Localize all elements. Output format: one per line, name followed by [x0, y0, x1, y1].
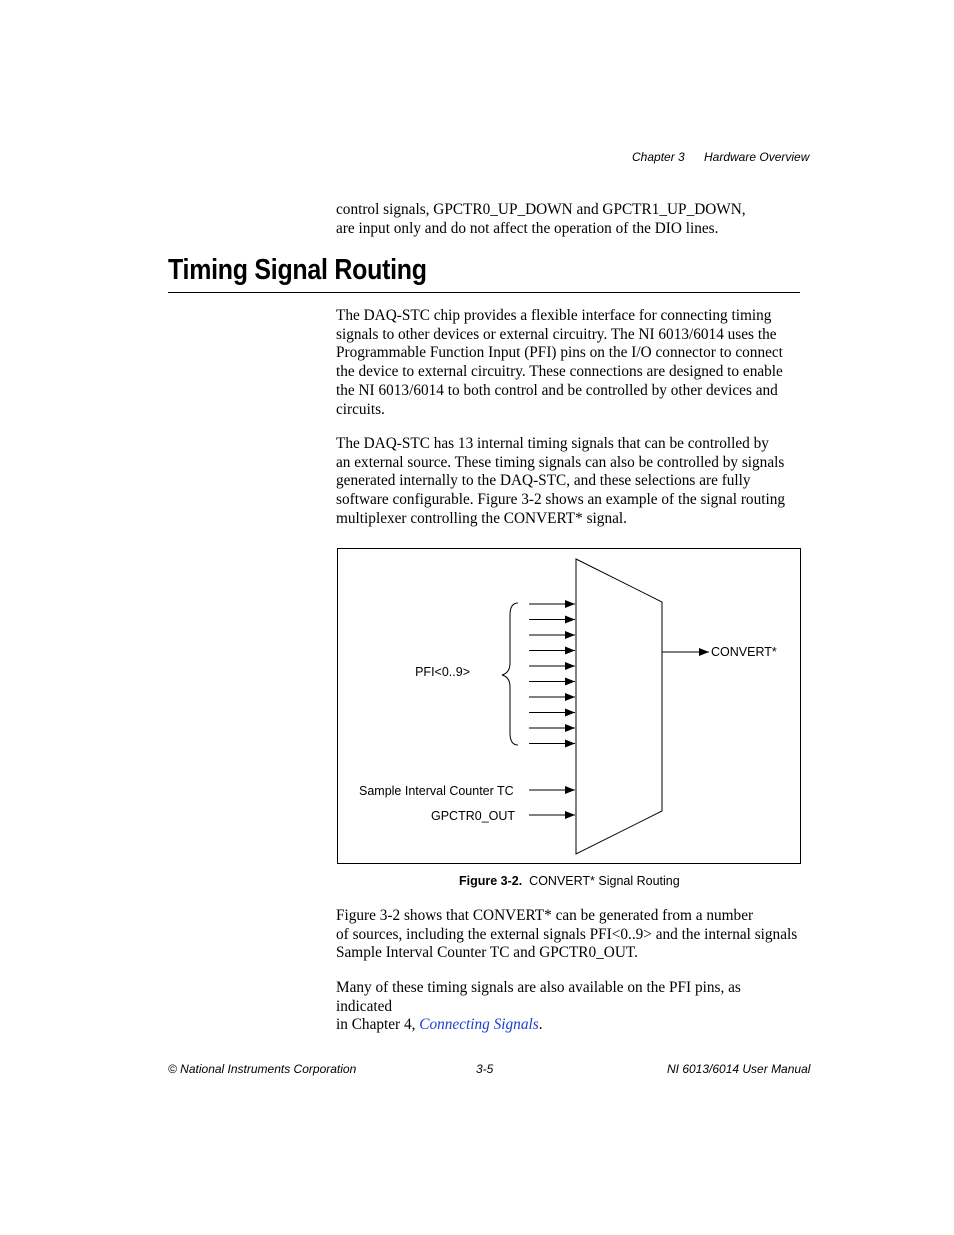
paragraph-line: Programmable Function Input (PFI) pins on the I/O connector to connect: [336, 344, 783, 362]
sample-interval-label: Sample Interval Counter TC: [359, 784, 514, 798]
paragraph-1: [336, 307, 800, 419]
pfi-brace: [502, 603, 518, 745]
xref-prefix: in Chapter 4,: [336, 1016, 420, 1034]
convert-output-label: CONVERT*: [711, 645, 777, 659]
figure-caption: [459, 874, 680, 888]
paragraph-line: The DAQ-STC has 13 internal timing signals that can be controlled by: [336, 435, 769, 452]
footer-copyright: © National Instruments Corporation: [168, 1062, 357, 1076]
paragraph-2: [336, 435, 800, 529]
footer-page-number: 3-5: [476, 1062, 494, 1076]
mux-diagram: [338, 549, 800, 863]
heading-rule: [168, 292, 800, 293]
paragraph-line: software configurable. Figure 3-2 shows an example of the signal routing: [336, 491, 786, 509]
pfi-input-arrows: [529, 604, 575, 744]
paragraph-line: of sources, including the external signals PFI<0..9> and the internal signals: [336, 925, 798, 943]
paragraph-line: an external source. These timing signals can also be controlled by signals: [336, 453, 785, 471]
gpctr0-out-label: GPCTR0_OUT: [431, 809, 516, 823]
figure-caption-text: CONVERT* Signal Routing: [529, 874, 680, 888]
paragraph-line: Sample Interval Counter TC and GPCTR0_OUT.: [336, 944, 638, 962]
intro-line: are input only and do not affect the operation of the DIO lines.: [336, 219, 719, 237]
paragraph-4: [336, 979, 800, 1035]
connecting-signals-link[interactable]: Connecting Signals: [419, 1016, 539, 1034]
figure-signal-routing: [337, 548, 801, 864]
section-title: Timing Signal Routing: [168, 254, 427, 286]
paragraph-line: multiplexer controlling the CONVERT* signal.: [336, 509, 627, 527]
paragraph-line: [336, 1016, 800, 1035]
paragraph-line: circuits.: [336, 400, 385, 418]
paragraph-line: the device to external circuitry. These connections are designed to enable: [336, 363, 783, 381]
intro-line: control signals, GPCTR0_UP_DOWN and GPCTR1_UP_DOWN,: [336, 201, 746, 218]
paragraph-line: Figure 3-2 shows that CONVERT* can be generated from a number: [336, 907, 754, 924]
paragraph-line: signals to other devices or external circuitry. The NI 6013/6014 uses the: [336, 325, 777, 343]
figure-caption-label: Figure 3-2.: [459, 874, 523, 888]
paragraph-line: the NI 6013/6014 to both control and be controlled by other devices and: [336, 381, 778, 399]
paragraph-line: The DAQ-STC chip provides a flexible interface for connecting timing: [336, 307, 772, 324]
running-header-section: Hardware Overview: [704, 150, 810, 164]
multiplexer-shape: [576, 559, 662, 854]
footer-manual-title: NI 6013/6014 User Manual: [667, 1062, 811, 1076]
paragraph-3: [336, 907, 800, 963]
pfi-label: PFI<0..9>: [415, 665, 470, 679]
intro-paragraph: [336, 201, 800, 238]
xref-suffix: .: [538, 1016, 543, 1034]
running-header-chapter: Chapter 3: [632, 150, 685, 164]
paragraph-line: generated internally to the DAQ-STC, and these selections are fully: [336, 472, 751, 490]
paragraph-line: Many of these timing signals are also available on the PFI pins, as indicated: [336, 979, 741, 1015]
